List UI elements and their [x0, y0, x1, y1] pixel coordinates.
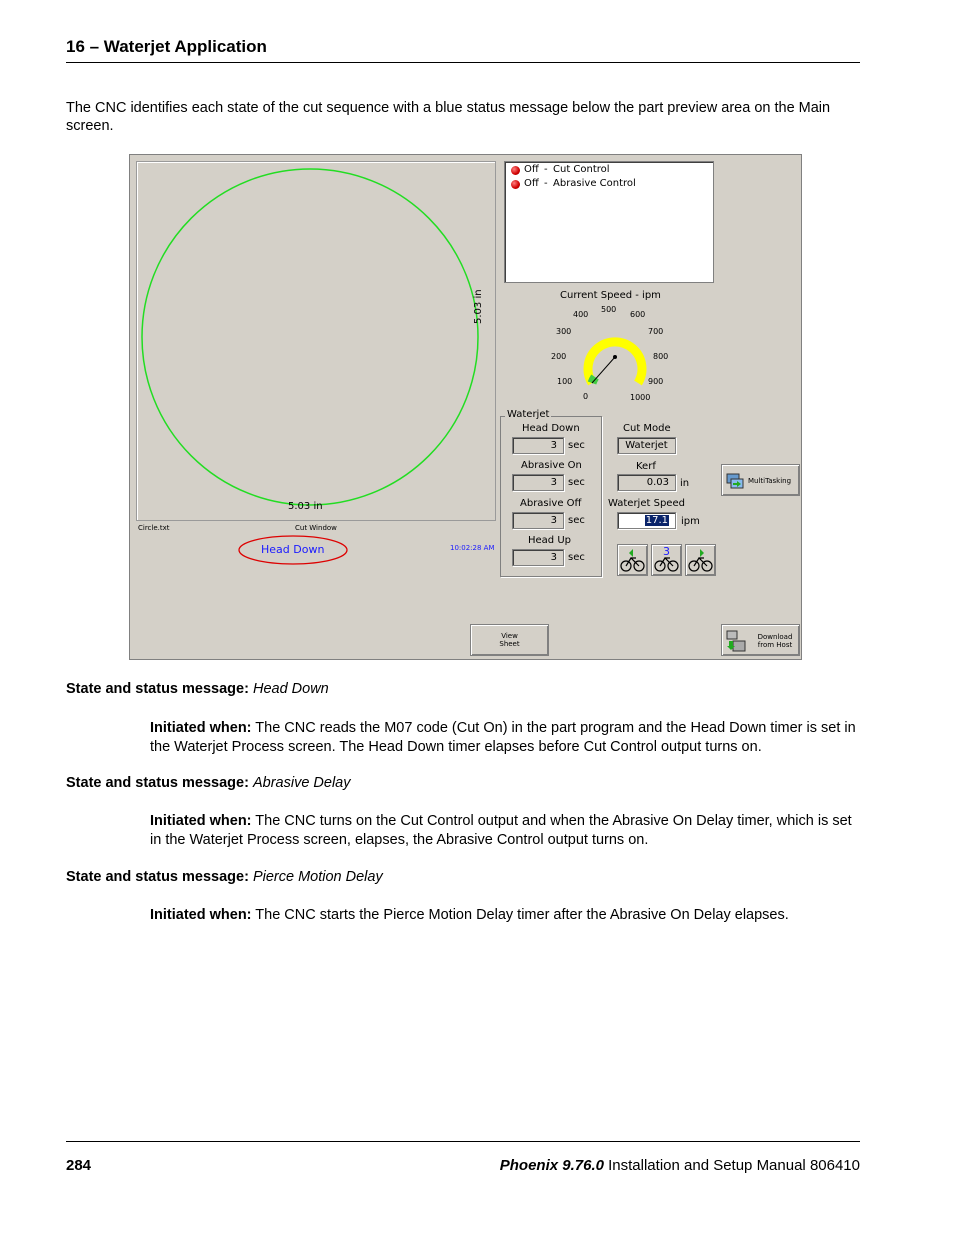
part-preview-canvas — [137, 162, 495, 520]
output-name: Cut Control — [553, 164, 610, 175]
header-divider — [66, 62, 860, 63]
horizontal-dimension: 5.03 in — [288, 501, 323, 512]
initiated-label: Initiated when: — [150, 720, 252, 736]
product-name: Phoenix 9.76.0 — [499, 1157, 604, 1174]
state-heading — [66, 775, 350, 791]
download-label-line1: Download — [757, 633, 793, 641]
gauge-title: Current Speed - ipm — [560, 290, 661, 301]
status-message: Head Down — [261, 543, 325, 556]
footer-document-info — [500, 1157, 860, 1174]
state-description — [150, 719, 862, 757]
output-separator: - — [544, 178, 548, 189]
timer-label: Abrasive On — [521, 460, 582, 471]
gauge-tick-label: 600 — [630, 310, 646, 319]
cut-mode-field[interactable]: Waterjet — [617, 437, 676, 454]
bike-plus-icon — [686, 545, 715, 575]
kerf-unit: in — [680, 478, 690, 489]
state-label: State and status message: — [66, 681, 249, 697]
head-down-timer-field[interactable]: 3 — [512, 437, 564, 454]
timer-label: Head Up — [528, 535, 571, 546]
initiated-text: The CNC turns on the Cut Control output and when the Abrasive On Delay timer, which is set in the Waterjet Process screen, elapses, the Abrasive Control output turns on. — [150, 813, 852, 848]
speed-gauge — [580, 315, 650, 395]
state-heading — [66, 869, 383, 885]
output-state: Off — [524, 164, 539, 175]
timer-unit: sec — [568, 477, 585, 488]
file-name: Circle.txt — [138, 524, 170, 532]
gauge-tick-label: 900 — [648, 377, 664, 386]
circle-part-outline — [142, 169, 478, 505]
document-number: 806410 — [809, 1157, 860, 1174]
gauge-tick-label: 200 — [551, 352, 567, 361]
gauge-tick-label: 300 — [556, 327, 572, 336]
red-led-icon — [511, 166, 520, 175]
kerf-field[interactable]: 0.03 — [617, 474, 676, 491]
timer-unit: sec — [568, 440, 585, 451]
increase-speed-button[interactable] — [685, 544, 716, 576]
initiated-label: Initiated when: — [150, 907, 252, 923]
initiated-text: The CNC starts the Pierce Motion Delay timer after the Abrasive On Delay elapses. — [255, 907, 789, 923]
state-label: State and status message: — [66, 775, 249, 791]
view-sheet-label-line1: View — [501, 632, 518, 640]
page-number: 284 — [66, 1157, 92, 1174]
speed-selected-value: 17.1 — [645, 515, 668, 526]
vertical-dimension: 5.03 in — [473, 289, 484, 324]
initiated-text: The CNC reads the M07 code (Cut On) in the part program and the Head Down timer is set in the Waterjet Process screen. The Head Down timer elapses before Cut Control output turns on. — [150, 720, 856, 755]
manual-title: Installation and Setup Manual — [608, 1157, 806, 1174]
download-icon — [725, 629, 747, 653]
waterjet-speed-field[interactable] — [617, 512, 676, 529]
cnc-main-screen-figure — [129, 154, 802, 660]
multitasking-label: MultiTasking — [748, 477, 792, 485]
abrasive-off-timer-field[interactable]: 3 — [512, 512, 564, 529]
state-description — [150, 906, 862, 925]
output-state: Off — [524, 178, 539, 189]
gauge-tick-label: 0 — [583, 392, 589, 401]
output-status-list — [504, 161, 714, 283]
waterjet-speed-label: Waterjet Speed — [608, 498, 685, 509]
gauge-tick-label: 1000 — [630, 393, 651, 402]
part-preview-area[interactable] — [136, 161, 496, 521]
clock-time: 10:02:28 AM — [450, 544, 495, 552]
gauge-hub — [613, 355, 617, 359]
cut-mode-label: Cut Mode — [623, 423, 671, 434]
timer-label: Abrasive Off — [520, 498, 582, 509]
gauge-arc — [588, 342, 642, 383]
window-label: Cut Window — [295, 524, 337, 532]
multitasking-icon — [725, 471, 745, 491]
head-up-timer-field[interactable]: 3 — [512, 549, 564, 566]
speed-step-button[interactable] — [651, 544, 682, 576]
red-led-icon — [511, 180, 520, 189]
output-separator: - — [544, 164, 548, 175]
download-label-line2: from Host — [757, 641, 793, 649]
section-title: 16 – Waterjet Application — [66, 37, 267, 56]
decrease-speed-button[interactable] — [617, 544, 648, 576]
state-message: Pierce Motion Delay — [252, 869, 383, 885]
state-description — [150, 812, 862, 850]
footer-divider — [66, 1141, 860, 1142]
view-sheet-label-line2: Sheet — [499, 640, 520, 648]
abrasive-on-timer-field[interactable]: 3 — [512, 474, 564, 491]
state-heading — [66, 681, 329, 697]
gauge-tick-label: 500 — [601, 305, 617, 314]
state-message: Head Down — [252, 681, 329, 697]
download-from-host-button[interactable] — [721, 624, 800, 656]
speed-step-value: 3 — [663, 545, 670, 558]
gauge-tick-label: 400 — [573, 310, 589, 319]
timer-label: Head Down — [522, 423, 580, 434]
timer-unit: sec — [568, 552, 585, 563]
intro-paragraph: The CNC identifies each state of the cut sequence with a blue status message below the part preview area on the Main screen. — [66, 100, 831, 134]
speed-unit: ipm — [681, 516, 700, 527]
gauge-needle — [592, 357, 615, 383]
gauge-tick-label: 100 — [557, 377, 573, 386]
waterjet-group-label: Waterjet — [507, 409, 550, 420]
multitasking-button[interactable] — [721, 464, 800, 496]
gauge-tick-label: 800 — [653, 352, 669, 361]
timer-unit: sec — [568, 515, 585, 526]
gauge-tick-label: 700 — [648, 327, 664, 336]
state-label: State and status message: — [66, 869, 249, 885]
bike-minus-icon — [618, 545, 647, 575]
kerf-label: Kerf — [636, 461, 656, 472]
view-sheet-button[interactable] — [470, 624, 549, 656]
output-name: Abrasive Control — [553, 178, 636, 189]
state-message: Abrasive Delay — [252, 775, 351, 791]
initiated-label: Initiated when: — [150, 813, 252, 829]
